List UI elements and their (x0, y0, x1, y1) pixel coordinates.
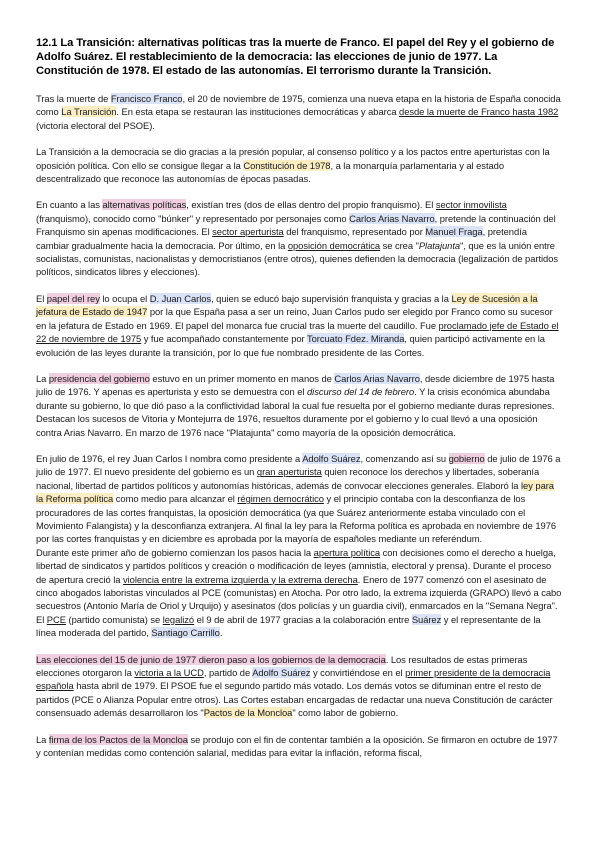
highlight-juan-carlos: D. Juan Carlos (149, 292, 212, 304)
paragraph-elecciones: Las elecciones del 15 de junio de 1977 dieron paso a los gobiernos de la democracia. Los resultados de estas primeras elecciones otorgaron la victoria a la UCD, partido de Adolfo Suárez y convirtiéndose en el primer presidente de la democracia española hasta abril de 1979. El PSOE fue el segundo partido más votado. Los demás votos se difuminan entre el resto de partidos (PCE o Alianza Popular entre otros). Las Cortes estaban encargadas de redactar una nueva Constitución de carácter consensuado además desarrollaron los "Pactos de la Moncloa" como labor de gobierno. (36, 653, 553, 719)
underline-sector-aperturista: sector aperturista (212, 226, 284, 238)
underline-pce: PCE (46, 613, 66, 625)
highlight-adolfo-suarez-2: Adolfo Suárez (252, 667, 311, 679)
document-title: 12.1 La Transición: alternativas políticas tras la muerte de Franco. El papel del Rey y el gobierno de Adolfo Suárez. El restablecimiento de la democracia: las elecciones de junio de 1977. La Constitución de 1978. El estado de las autonomías. El terrorismo durante la Transición. (36, 37, 555, 77)
underline-legalizo: legalizó (162, 613, 195, 625)
highlight-adolfo-suarez: Adolfo Suárez (302, 452, 361, 464)
paragraph-transicion: La Transición a la democracia se dio gracias a la presión popular, al consenso político y a los pactos entre aperturistas con la oposición política. Con ello se consigue llegar a la Constitución de 1978, a la monarquía parlamentaria y al estado descentralizado que reconoce las autonomías de épocas pasadas. (36, 146, 550, 185)
highlight-presidencia-gobierno: presidencia del gobierno (48, 372, 150, 384)
paragraph-apertura: Durante este primer año de gobierno comienzan los pasos hacia la apertura política con decisiones como el derecho a huelga, libertad de sindicatos y partidos políticos y creación o modificación de leyes (amnistía, electoral y prensa). Durante el proceso de apertura creció la violencia entre la extrema izquierda y la extrema derecha. Enero de 1977 comenzó con el asesinato de cinco abogados laboristas vinculados al PCE (comunistas) en Atocha. Por otro lado, la extrema izquierda (GRAPO) llevó a cabo secuestros (Antonio María de Oriol y Urquijo) y asesinatos (dos policías y un guardia civil), enmarcados en la "Semana Negra". (36, 546, 562, 612)
underline-primer-presidente: primer presidente de la democracia española (36, 667, 551, 692)
paragraph-papel-rey: El papel del rey lo ocupa el D. Juan Carlos, quien se educó bajo supervisión franquista y gracias a la Ley de Sucesión a la jefatura de Estado de 1947 por la que España pasa a ser un reino, Juan Carlos pudo ser elegido por Franco como su sucesor en la jefatura de Estado en 1969. El papel del monarca fue crucial tras la muerte del caudillo. Fue proclamado jefe de Estado el 22 de noviembre de 1975 y fue acompañado constantemente por Torcuato Fdez. Miranda, quien participó activamente en la evolución de las leyes durante la transición, por lo que fue nombrado presidente de las Cortes. (36, 292, 559, 358)
paragraph-pce: El PCE (partido comunista) se legalizó el 9 de abril de 1977 gracias a la colaboración entre Suárez y el representante de la línea moderada del partido, Santiago Carrillo. (36, 613, 541, 639)
underline-periodo: desde la muerte de Franco hasta 1982 (399, 106, 559, 118)
highlight-santiago-carrillo: Santiago Carrillo (151, 627, 220, 639)
paragraph-alternativas: En cuanto a las alternativas políticas, existían tres (dos de ellas dentro del propio franquismo). El sector inmovilista (franquismo), conocido como "búnker" y representado por personajes como Carlos Arias Navarro, pretende la continuación del Franquismo sin apenas modificaciones. El sector aperturista del franquismo, representado por Manuel Fraga, pretendía cambiar gradualmente hacia la democracia. Por último, en la oposición democrática se crea "Platajunta", que es la unión entre socialistas, comunistas, nacionalistas y democristianos (entre otros), quienes defienden la democracia (legalización de partidos políticos, sindicatos libres y elecciones). (36, 199, 558, 278)
underline-regimen: régimen democrático (237, 493, 324, 505)
highlight-papel-del-rey: papel del rey (46, 292, 100, 304)
highlight-pactos-moncloa: Pactos de la Moncloa (203, 707, 293, 719)
underline-proclamado: proclamado jefe de Estado el 22 de noviembre de 1975 (36, 319, 559, 345)
highlight-suarez: Suárez (411, 613, 442, 625)
highlight-ley-sucesion: Ley de Sucesión a la jefatura de Estado de 1947 (36, 292, 538, 318)
paragraph-intro: Tras la muerte de Francisco Franco, el 20 de noviembre de 1975, comienza una nueva etapa en la historia de España conocida como La Transición. En esta etapa se restauran las instituciones democráticas y abarca desde la muerte de Franco hasta 1982 (victoria electoral del PSOE). (36, 93, 561, 131)
underline-gran-aperturista: gran aperturista (256, 466, 322, 478)
underline-apertura: apertura política (313, 546, 381, 558)
paragraph-pactos: La firma de los Pactos de la Moncloa se produjo con el fin de contentar también a la oposición. Se firmaron en octubre de 1977 y contenían medidas como contención salarial, medidas para evitar la inflación, reforma fiscal, (36, 733, 558, 759)
highlight-francisco-franco: Francisco Franco (110, 93, 183, 104)
underline-victoria-ucd: victoria a la UCD (134, 667, 204, 679)
highlight-la-transicion: La Transición (61, 106, 117, 118)
discurso-italic: discurso del 14 de febrero (307, 386, 415, 398)
highlight-arias-navarro-2: Carlos Arias Navarro (334, 372, 420, 384)
underline-violencia: violencia entre la extrema izquierda y la extrema derecha (122, 573, 358, 585)
highlight-constitucion-1978: Constitución de 1978 (243, 159, 331, 171)
highlight-manuel-fraga: Manuel Fraga (425, 226, 483, 238)
paragraph-presidencia: La presidencia del gobierno estuvo en un primer momento en manos de Carlos Arias Navarro, desde diciembre de 1975 hasta julio de 1976. Y apenas es aperturista y esto se demuestra con el discurso del 14 de febrero. Y la crisis económica abundaba durante su gobierno, lo que dió paso a la conflictividad laboral la cual fue resuelta por el gobierno mediante duras represiones. Destacan los sucesos de Vitoria y Montejurra de 1976, resueltos duramente por el gobierno y lo cual llevó a una oposición contra Arias Navarro. En marzo de 1976 nace "Platajunta" como mayoría de la oposición democrática. (36, 372, 555, 438)
paragraph-suarez: En julio de 1976, el rey Juan Carlos I nombra como presidente a Adolfo Suárez, comenzando así su gobierno de julio de 1976 a julio de 1977. El nuevo presidente del gobierno es un gran aperturista quien reconoce los derechos y libertades, soberanía nacional, libertad de partidos políticos y autonomías históricas, además de convocar elecciones generales. Elaboró la ley para la Reforma política como medio para alcanzar el régimen democrático y el principio contaba con la desconfianza de los procuradores de las cortes franquistas, la oposición democrática (ya que Suárez anteriormente estaba vinculado con el Movimiento Falangista) y la desconfianza extranjera. Al final la ley para la Reforma política es aprobada en noviembre de 1976 por las cortes franquistas y en diciembre es aprobada por la mayoría de españoles mediante un referéndum. (36, 452, 561, 545)
highlight-alternativas-politicas: alternativas políticas (102, 199, 187, 211)
highlight-firma-pactos: firma de los Pactos de la Moncloa (48, 733, 188, 745)
highlight-arias-navarro: Carlos Arias Navarro (349, 212, 435, 224)
highlight-ley-reforma: ley para la Reforma política (36, 479, 554, 505)
highlight-torcuato: Torcuato Fdez. Miranda (307, 333, 405, 345)
highlight-elecciones-1977: Las elecciones del 15 de junio de 1977 dieron paso a los gobiernos de la democracia (36, 653, 386, 665)
highlight-gobierno: gobierno (448, 452, 485, 464)
underline-sector-inmovilista: sector inmovilista (435, 199, 507, 211)
underline-oposicion-democratica: oposición democrática (287, 239, 381, 251)
platajunta-italic: Platajunta (418, 239, 461, 251)
